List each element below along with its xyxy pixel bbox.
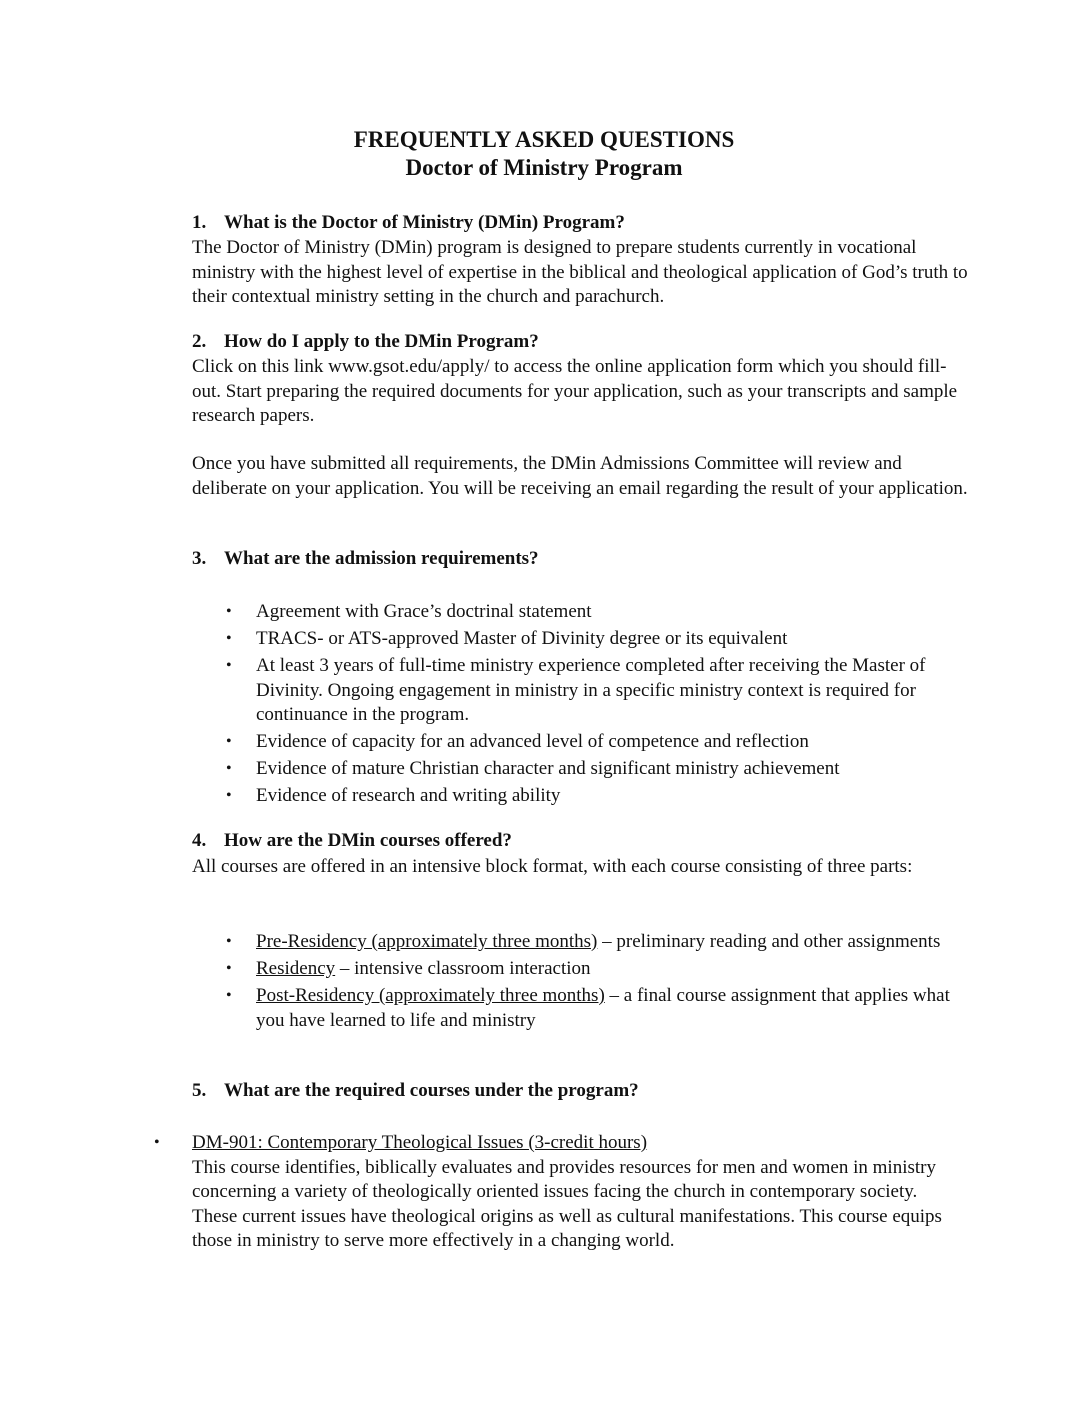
question-1 xyxy=(192,212,625,234)
part-description: – intensive classroom interaction xyxy=(335,958,591,979)
part-description: – preliminary reading and other assignments xyxy=(597,931,941,952)
question-2 xyxy=(192,331,539,353)
list-item: • Evidence of mature Christian character and significant ministry achievement xyxy=(0,757,1088,782)
bullet-icon: • xyxy=(226,657,232,674)
question-text: How are the DMin courses offered? xyxy=(224,830,512,851)
page-subtitle: Doctor of Ministry Program xyxy=(405,155,683,180)
course-entry xyxy=(154,1131,962,1254)
part-description: – a final course assignment that applies what you have learned to life and ministry xyxy=(256,985,950,1031)
bullet-icon: • xyxy=(154,1134,160,1151)
course-title: DM-901: Contemporary Theological Issues (3-credit hours) xyxy=(192,1132,648,1153)
bullet-icon: • xyxy=(226,987,232,1004)
question-number: 1. xyxy=(192,212,207,233)
question-number: 2. xyxy=(192,331,207,352)
bullet-icon: • xyxy=(226,733,232,750)
question-text: What are the required courses under the program? xyxy=(224,1080,639,1101)
question-text: What are the admission requirements? xyxy=(224,548,539,569)
question-text: How do I apply to the DMin Program? xyxy=(224,331,539,352)
bullet-icon: • xyxy=(226,630,232,647)
list-item xyxy=(0,930,1088,955)
bullet-icon: • xyxy=(226,760,232,777)
answer-2-paragraph-1: Click on this link www.gsot.edu/apply/ to access the online application form which you should fill-out. Start preparing the required documents for your application, such as your transcripts and sample research papers. xyxy=(192,356,958,426)
list-item: • Evidence of research and writing ability xyxy=(0,784,1088,809)
bullet-icon: • xyxy=(226,787,232,804)
part-term: Post-Residency (approximately three months) xyxy=(256,985,605,1006)
bullet-icon: • xyxy=(226,960,232,977)
part-term: Pre-Residency (approximately three months) xyxy=(256,931,598,952)
bullet-icon: • xyxy=(226,603,232,620)
bullet-icon: • xyxy=(226,933,232,950)
list-item: • Agreement with Grace’s doctrinal statement xyxy=(0,600,1088,625)
part-term: Residency xyxy=(256,958,336,979)
page-title: FREQUENTLY ASKED QUESTIONS xyxy=(353,127,735,152)
answer-4: All courses are offered in an intensive block format, with each course consisting of three parts: xyxy=(192,856,913,877)
list-item: • TRACS- or ATS-approved Master of Divinity degree or its equivalent xyxy=(0,627,1088,652)
question-number: 5. xyxy=(192,1080,207,1101)
answer-1: The Doctor of Ministry (DMin) program is designed to prepare students currently in vocational ministry with the highest level of expertise in the biblical and theological application of God’s truth to their contextual ministry setting in the church and parachurch. xyxy=(192,237,968,307)
admission-requirements-list xyxy=(0,600,1088,811)
question-5 xyxy=(192,1080,639,1102)
course-description: This course identifies, biblically evaluates and provides resources for men and women in ministry concerning a variety of theologically oriented issues facing the church in contemporary society. These current issues have theological origins as well as cultural manifestations. This course equips those in ministry to serve more effectively in a changing world. xyxy=(192,1156,942,1251)
answer-2-paragraph-2: Once you have submitted all requirements, the DMin Admissions Committee will review and deliberate on your application. You will be receiving an email regarding the result of your application. xyxy=(192,453,968,499)
list-item xyxy=(0,984,1088,1033)
question-number: 3. xyxy=(192,548,207,569)
question-4 xyxy=(192,830,512,852)
list-item xyxy=(0,957,1088,982)
list-item: • Evidence of capacity for an advanced level of competence and reflection xyxy=(0,730,1088,755)
question-3 xyxy=(192,548,539,570)
list-item: • At least 3 years of full-time ministry experience completed after receiving the Master of Divinity. Ongoing engagement in ministry in a specific ministry context is required for continuance in the program. xyxy=(226,655,926,725)
question-text: What is the Doctor of Ministry (DMin) Program? xyxy=(224,212,625,233)
question-number: 4. xyxy=(192,830,207,851)
course-parts-list xyxy=(0,930,1088,1036)
